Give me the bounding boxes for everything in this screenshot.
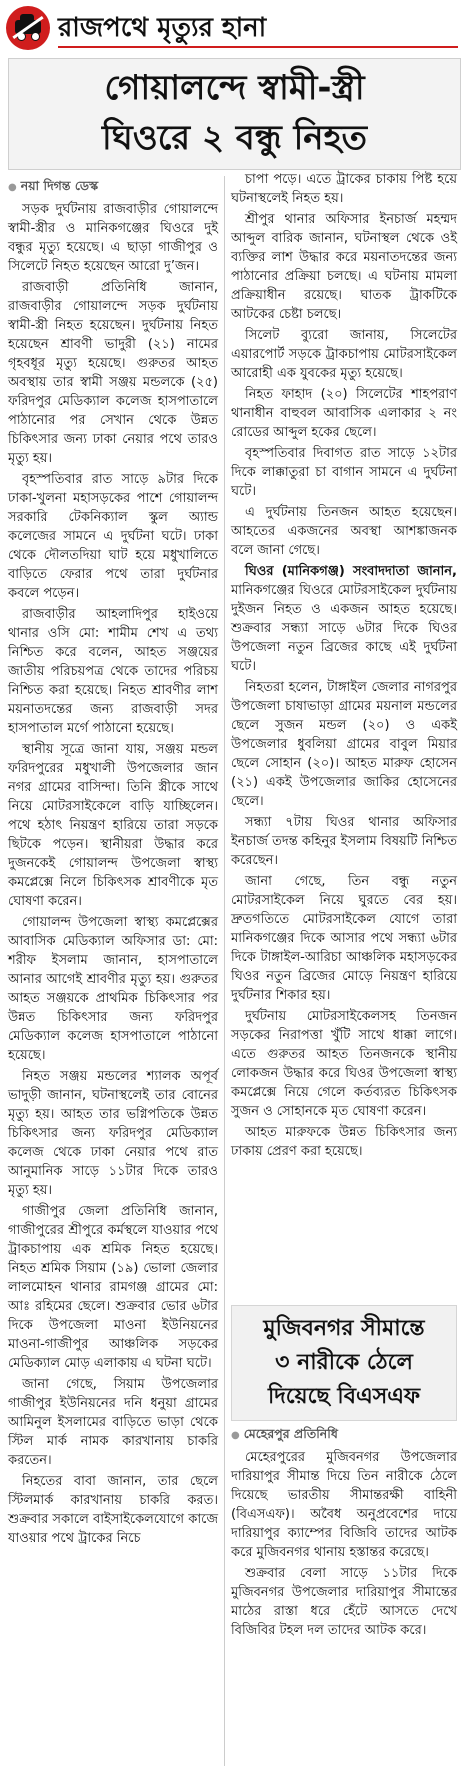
story1-paragraph: নিহত ফাহাদ (২০) সিলেটের শাহপরাণ থানাধীন বাহুবল আবাসিক এলাকার ২ নং রোডের আব্দুল হকের ছেলে।	[231, 387, 457, 440]
story1-paragraph: জানা গেছে, সিয়াম উপজেলার গাজীপুর ইউনিয়নের দনি ধনুয়া গ্রামের আমিনুল ইসলামের বাড়িতে ভাড়া থেকে স্টিল মার্ক নামক কারখানায় চাকরি করতেন।	[8, 1377, 218, 1468]
ghior-subhead: ঘিওর (মানিকগঞ্জ) সংবাদদাতা জানান,	[245, 564, 457, 579]
story2-headline: মুজিবনগর সীমান্তে ৩ নারীকে ঠেলে দিয়েছে বিএসএফ	[263, 1316, 425, 1409]
story1-paragraph: গাজীপুর জেলা প্রতিনিধি জানান, গাজীপুরের শ্রীপুরে কর্মস্থলে যাওয়ার পথে ট্রাকচাপায় এক শ্রমিক নিহত হয়েছে। নিহত শ্রমিক সিয়াম (১৯) ভোলা জেলার লালমোহন থানার রামগঞ্জ গ্রামের মো: আঃ রহিমের ছেলে। শুক্রবার ভোর ৬টার দিকে উপজেলা মাওনা ইউনিয়নের মাওনা-গাজীপুর আঞ্চলিক সড়কের মেডিক্যাল মোড় এলাকায় এ ঘটনা ঘটে।	[8, 1204, 218, 1371]
story1-paragraph: নিহত সঞ্জয় মন্ডলের শ্যালক অপূর্ব ভাদুড়ী জানান, ঘটনাস্থলেই তার বোনের মৃত্যু হয়। আহত তার ভগ্নিপতিকে উন্নত চিকিৎসার জন্য ফরিদপুর মেডিক্যাল কলেজ থেকে ঢাকা নেয়ার পথে রাত আনুমানিক সাড়ে ১১টার দিকে তারও মৃত্যু হয়।	[8, 1069, 218, 1198]
story1-paragraph: গোয়ালন্দ উপজেলা স্বাস্থ্য কমপ্লেক্সের আবাসিক মেডিক্যাল অফিসার ডা: মো: শরীফ ইসলাম জানান, হাসপাতালে আনার আগেই শ্রাবণীর মৃত্যু হয়। গুরুতর আহত সঞ্জয়কে প্রাথমিক চিকিৎসার পর উন্নত চিকিৎসার জন্য ফরিদপুর মেডিক্যাল কলেজ হাসপাতালে পাঠানো হয়েছে।	[8, 915, 218, 1063]
story1-paragraph: নিহতরা হলেন, টাঙ্গাইল জেলার নাগরপুর উপজেলা চাষাভাড়া গ্রামের ময়নাল মন্ডলের ছেলে সুজন মন্ডল (২০) ও একই উপজেলার ধুবলিয়া গ্রামের বাবুল মিয়ার ছেলে সোহান (২০)। আহত মারুফ হোসেন (২১) একই উপজেলার জাকির হোসেনের ছেলে।	[231, 680, 457, 809]
story1-paragraph: সন্ধ্যা ৭টায় ঘিওর থানার অফিসার ইনচার্জ তদন্ত কহিনুর ইসলাম বিষয়টি নিশ্চিত করেছেন।	[231, 815, 457, 868]
story2-body	[231, 1424, 457, 1642]
story1-right-column	[231, 170, 457, 1163]
story1-paragraph: এ দুর্ঘটনায় তিনজন আহত হয়েছেন। আহতের একজনের অবস্থা আশঙ্কাজনক বলে জানা গেছে।	[231, 505, 457, 558]
story1-paragraph: জানা গেছে, তিন বন্ধু নতুন মোটরসাইকেল নিয়ে ঘুরতে বের হয়। দ্রুতগতিতে মোটরসাইকেল যোগে তারা মানিকগঞ্জের দিকে আসার পথে সন্ধ্যা ৬টার দিকে টাঙ্গাইল-আরিচা আঞ্চলিক মহাসড়কের ঘিওর নতুন ব্রিজের মোড়ে নিয়ন্ত্রণ হারিয়ে দুর্ঘটনার শিকার হয়।	[231, 874, 457, 1003]
story1-paragraph: রাজবাড়ীর আহলাদিপুর হাইওয়ে থানার ওসি মো: শামীম শেখ এ তথ্য নিশ্চিত করে বলেন, আহত সঞ্জয়ের জাতীয় পরিচয়পত্র থেকে তাদের পরিচয় নিশ্চিত করা হয়েছে। নিহত শ্রাবণীর লাশ ময়নাতদন্তের জন্য রাজবাড়ী সদর হাসপাতাল মর্গে পাঠানো হয়েছে।	[8, 607, 218, 736]
section-banner	[6, 6, 464, 50]
story2-headline-box	[231, 1305, 457, 1421]
story1-paragraph: স্থানীয় সূত্রে জানা যায়, সঞ্জয় মন্ডল ফরিদপুরের মধুখালী উপজেলার জান নগর গ্রামের বাসিন্দা। তিনি স্ত্রীকে সাথে নিয়ে মোটরসাইকেলে বাড়ি যাচ্ছিলেন। পথে হঠাৎ নিয়ন্ত্রণ হারিয়ে তারা সড়কে ছিটকে পড়েন। স্থানীয়রা উদ্ধার করে দুজনকেই গোয়ালন্দ উপজেলা স্বাস্থ্য কমপ্লেক্সে নিলে চিকিৎসক শ্রাবণীকে মৃত ঘোষণা করেন।	[8, 742, 218, 909]
story1-byline: ● নয়া দিগন্ত ডেস্ক	[8, 176, 218, 197]
story1-paragraph: নিহতের বাবা জানান, তার ছেলে স্টিলমার্ক কারখানায় চাকরি করত। শুক্রবার সকালে বাইসাইকেলযোগে কাজে যাওয়ার পথে ট্রাকের নিচে	[8, 1474, 218, 1546]
column-divider	[224, 176, 225, 1766]
ghior-dateline	[231, 562, 457, 676]
story2-paragraph: মেহেরপুরের মুজিবনগর উপজেলার দারিয়াপুর সীমান্ত দিয়ে তিন নারীকে ঠেলে দিয়েছে ভারতীয় সীমান্তরক্ষী বাহিনী (বিএসএফ)। অবৈধ অনুপ্রবেশের দায়ে দারিয়াপুর ক্যাম্পের বিজিবি তাদের আটক করে মুজিবনগর থানায় হস্তান্তর করেছে।	[231, 1450, 457, 1560]
story1-paragraph: রাজবাড়ী প্রতিনিধি জানান, রাজবাড়ীর গোয়ালন্দে সড়ক দুর্ঘটনায় স্বামী-স্ত্রী নিহত হয়েছেন। দুর্ঘটনায় নিহত হয়েছেন শ্রাবণী ভাদুরী (২১) নামের গৃহবধূর মৃত্যু হয়েছে। গুরুতর আহত অবস্থায় তার স্বামী সঞ্জয় মন্ডলকে (২৫) ফরিদপুর মেডিক্যাল কলেজ হাসপাতালে পাঠানোর পর সেখান থেকে উন্নত চিকিৎসার জন্য ঢাকা নেয়ার পথে তারও মৃত্যু হয়।	[8, 280, 218, 466]
ghior-first-paragraph: মানিকগঞ্জের ঘিওরে মোটরসাইকেল দুর্ঘটনায় দুইজন নিহত ও একজন আহত হয়েছে। শুক্রবার সন্ধ্যা সাড়ে ৬টার দিকে ঘিওর উপজেলা নতুন ব্রিজের কাছে এই দুর্ঘটনা ঘটে।	[231, 583, 457, 674]
story2-byline: ● মেহেরপুর প্রতিনিধি	[231, 1424, 457, 1445]
story1-paragraph: বৃহস্পতিবার দিবাগত রাত সাড়ে ১২টার দিকে লাক্কাতুরা চা বাগান সামনে এ দুর্ঘটনা ঘটে।	[231, 446, 457, 499]
story1-headline: গোয়ালন্দে স্বামী-স্ত্রী ঘিওরে ২ বন্ধু নিহত	[102, 68, 367, 158]
story1-paragraph: শ্রীপুর থানার অফিসার ইনচার্জ মহম্মদ আব্দুল বারিক জানান, ঘটনাস্থল থেকে ওই ব্যক্তির লাশ উদ্ধার করে ময়নাতদন্তের জন্য পাঠানোর প্রক্রিয়া চলছে। এ ঘটনায় মামলা প্রক্রিয়াধীন রয়েছে। ঘাতক ট্রাকটিকে আটকের চেষ্টা চলছে।	[231, 212, 457, 322]
story1-left-column	[8, 176, 218, 1550]
section-kicker: রাজপথে মৃত্যুর হানা	[58, 10, 458, 48]
story1-paragraph: বৃহস্পতিবার রাত সাড়ে ৯টার দিকে ঢাকা-খুলনা মহাসড়কের পাশে গোয়ালন্দ সরকারি টেকনিক্যাল স্কুল অ্যান্ড কলেজের সামনে এ দুর্ঘটনা ঘটে। ঢাকা থেকে দৌলতদিয়া ঘাট হয়ে মধুখালিতে বাড়িতে ফেরার পথে তারা দুর্ঘটনার কবলে পড়েন।	[8, 472, 218, 601]
story1-paragraph: সিলেট ব্যুরো জানায়, সিলেটের এয়ারপোর্ট সড়কে ট্রাকচাপায় মোটরসাইকেল আরোহী এক যুবকের মৃত্যু হয়েছে।	[231, 328, 457, 381]
story1-paragraph: সড়ক দুর্ঘটনায় রাজবাড়ীর গোয়ালন্দে স্বামী-স্ত্রীর ও মানিকগঞ্জের ঘিওরে দুই বন্ধুর মৃত্যু হয়েছে। এ ছাড়া গাজীপুর ও সিলেটে নিহত হয়েছেন আরো দু’জন।	[8, 202, 218, 274]
road-accident-icon	[6, 6, 50, 50]
story1-headline-box	[8, 58, 461, 170]
story2-paragraph: শুক্রবার বেলা সাড়ে ১১টার দিকে মুজিবনগর উপজেলার দারিয়াপুর সীমান্তের মাঠের রাস্তা ধরে হেঁটে আসতে দেখে বিজিবির টহল দল তাদের আটক করে।	[231, 1566, 457, 1638]
story1-paragraph: আহত মারুফকে উন্নত চিকিৎসার জন্য ঢাকায় প্রেরণ করা হয়েছে।	[231, 1125, 457, 1159]
story1-paragraph: চাপা পড়ে। এতে ট্রাকের চাকায় পিষ্ট হয়ে ঘটনাস্থলেই নিহত হয়।	[231, 172, 457, 206]
story1-paragraph: দুর্ঘটনায় মোটরসাইকেলসহ তিনজন সড়কের নিরাপত্তা খুঁটি সাথে ধাক্কা লাগে। এতে গুরুতর আহত তিনজনকে স্থানীয় লোকজন উদ্ধার করে ঘিওর উপজেলা স্বাস্থ্য কমপ্লেক্সে নিয়ে গেলে কর্তব্যরত চিকিৎসক সুজন ও সোহানকে মৃত ঘোষণা করেন।	[231, 1009, 457, 1119]
